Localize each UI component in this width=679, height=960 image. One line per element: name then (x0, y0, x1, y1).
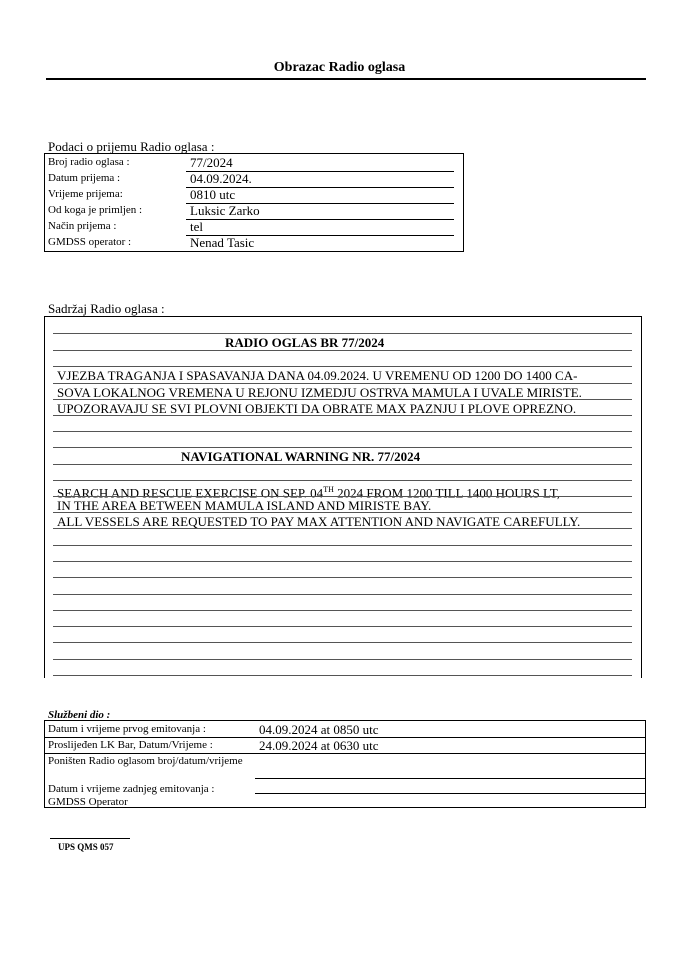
nav-warning-line: IN THE AREA BETWEEN MAMULA ISLAND AND MIRISTE BAY. (57, 498, 432, 513)
official-value-forwarded[interactable]: 24.09.2024 at 0630 utc (259, 738, 379, 753)
local-notice-line: UPOZORAVAJU SE SVI PLOVNI OBJEKTI DA OBRATE MAX PAZNJU I PLOVE OPREZNO. (57, 401, 577, 416)
row-label-date: Datum prijema : (48, 172, 121, 184)
row-label-time: Vrijeme prijema: (48, 188, 123, 200)
row-value-date[interactable]: 04.09.2024. (190, 171, 252, 186)
row-value-from[interactable]: Luksic Zarko (190, 203, 260, 218)
row-value-time[interactable]: 0810 utc (190, 187, 236, 202)
grid-line (53, 626, 632, 627)
grid-line (53, 447, 632, 448)
row-label-from: Od koga je primljen : (48, 204, 143, 216)
footer-code: UPS QMS 057 (58, 842, 114, 852)
official-heading: Službeni dio : (48, 709, 111, 721)
official-value-first-broadcast[interactable]: 04.09.2024 at 0850 utc (259, 722, 379, 737)
grid-line (53, 464, 632, 465)
local-notice-title: RADIO OGLAS BR 77/2024 (225, 335, 385, 350)
grid-line (53, 610, 632, 611)
grid-line (53, 545, 632, 546)
official-label-cancelled: Poništen Radio oglasom broj/datum/vrijeme (48, 755, 243, 767)
row-divider (255, 793, 646, 794)
grid-line (53, 333, 632, 334)
official-label-forwarded: Proslijeđen LK Bar, Datum/Vrijeme : (48, 739, 213, 751)
row-value-operator[interactable]: Nenad Tasic (190, 235, 255, 250)
row-label-number: Broj radio oglasa : (48, 156, 130, 168)
grid-line (53, 561, 632, 562)
grid-line (53, 350, 632, 351)
row-value-method[interactable]: tel (190, 219, 203, 234)
nav-warning-line: SEARCH AND RESCUE EXERCISE ON SEP. 04TH 2024 FROM 1200 TILL 1400 HOURS LT, (57, 485, 560, 501)
row-underline (186, 219, 454, 220)
official-label-operator: GMDSS Operator (48, 796, 128, 808)
local-notice-line: SOVA LOKALNOG VREMENA U REJONU IZMEDJU OSTRVA MAMULA I UVALE MIRISTE. (57, 385, 582, 400)
content-heading: Sadržaj Radio oglasa : (48, 301, 165, 316)
official-label-first-broadcast: Datum i vrijeme prvog emitovanja : (48, 723, 206, 735)
grid-line (53, 675, 632, 676)
official-label-last-broadcast: Datum i vrijeme zadnjeg emitovanja : (48, 783, 215, 795)
row-value-number[interactable]: 77/2024 (190, 155, 233, 170)
grid-line (53, 659, 632, 660)
grid-line (53, 642, 632, 643)
grid-line (53, 577, 632, 578)
nav-warning-title: NAVIGATIONAL WARNING NR. 77/2024 (181, 449, 421, 464)
local-notice-line: VJEZBA TRAGANJA I SPASAVANJA DANA 04.09.2024. U VREMENU OD 1200 DO 1400 CA- (57, 368, 578, 383)
row-divider (255, 778, 646, 779)
nav-warning-line: ALL VESSELS ARE REQUESTED TO PAY MAX ATTENTION AND NAVIGATE CAREFULLY. (57, 514, 581, 529)
grid-line (53, 528, 632, 529)
form-title: Obrazac Radio oglasa (273, 60, 406, 75)
row-divider (44, 753, 646, 754)
reception-heading: Podaci o prijemu Radio oglasa : (48, 139, 215, 154)
row-label-method: Način prijema : (48, 220, 117, 232)
grid-line (53, 431, 632, 432)
footer-rule (50, 838, 130, 839)
grid-line (53, 415, 632, 416)
title-rule (46, 78, 646, 80)
row-label-operator: GMDSS operator : (48, 236, 132, 248)
grid-line (53, 594, 632, 595)
